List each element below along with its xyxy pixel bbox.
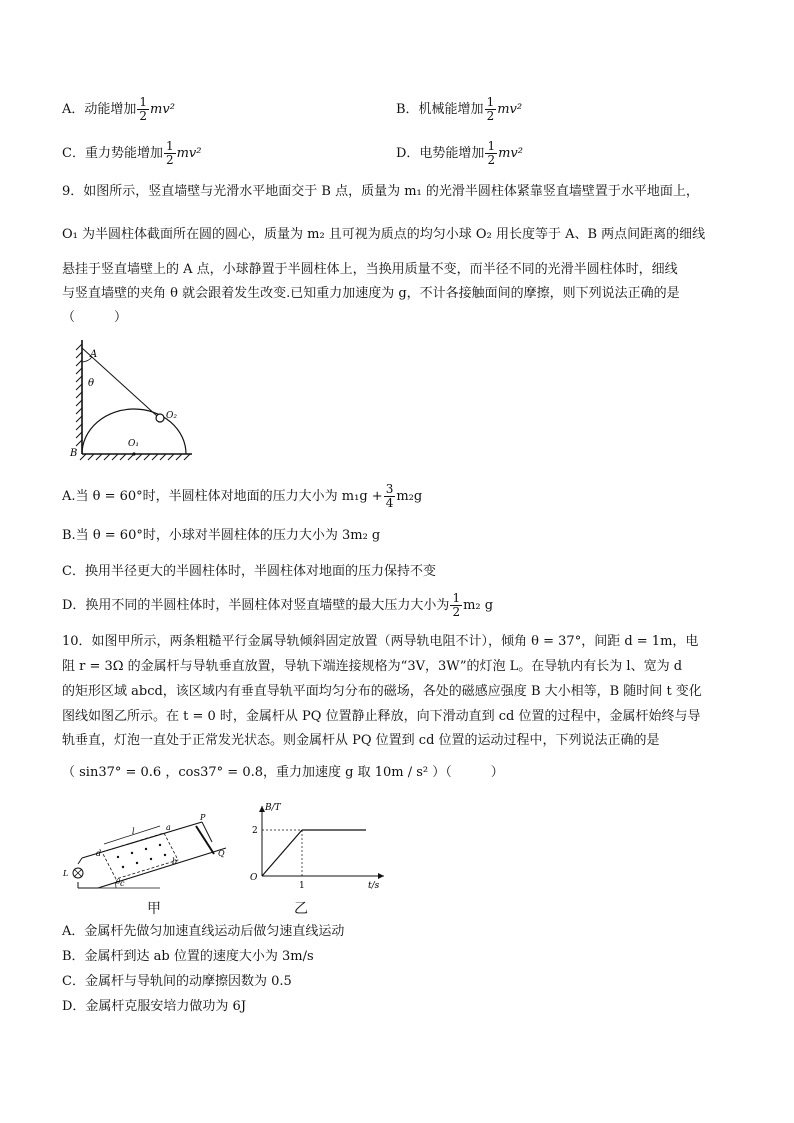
fraction: $\frac{1}{2}$: [452, 591, 461, 619]
label-o1: O₁: [128, 439, 139, 449]
label-q: Q: [218, 849, 225, 858]
label-a: a: [166, 823, 171, 832]
q9-option-c: C．换用半径更大的半圆柱体时，半圆柱体对地面的压力保持不变: [62, 564, 436, 579]
x-tick-label: 1: [299, 881, 305, 891]
label-p: P: [200, 813, 206, 822]
fraction: $\frac{3}{4}$: [385, 482, 394, 510]
caption-yi: 乙: [294, 901, 308, 917]
label-d: d: [96, 849, 102, 858]
fraction: $\frac{1}{2}$: [487, 139, 496, 167]
q10-option-c: C．金属杆与导轨间的动摩擦因数为 0.5: [62, 974, 292, 989]
label-theta: θ: [88, 378, 95, 389]
label-c: c: [120, 879, 125, 888]
q10-stem-line3: 的矩形区域 abcd，该区域内有垂直导轨平面均匀分布的磁场，各处的磁感应强度 B 大小相等，B 随时间 t 变化: [62, 684, 702, 699]
label-theta: θ: [116, 878, 121, 886]
fraction: $\frac{1}{2}$: [486, 95, 495, 123]
q9-stem-line3: 悬挂于竖直墙壁上的 A 点，小球静置于半圆柱体上，当换用质量不变，而半径不同的光滑半圆柱体时，细线: [62, 262, 678, 277]
y-axis-label: B/T: [265, 803, 281, 813]
x-axis-label: t/s: [368, 881, 380, 891]
q9-stem-line1: 9．如图所示，竖直墙壁与光滑水平地面交于 B 点，质量为 m₁ 的光滑半圆柱体紧靠竖直墙壁置于水平地面上，: [62, 184, 699, 199]
q10-figure-jia: [60, 812, 236, 894]
q8-option-b: B．机械能增加 $\frac{1}{2}$ mv²: [396, 95, 523, 123]
origin-label: O: [250, 873, 258, 883]
q8-option-a: A．动能增加 $\frac{1}{2}$ mv²: [62, 95, 175, 123]
q10-option-d: D．金属杆克服安培力做功为 6J: [62, 999, 247, 1014]
q9-stem-line4: 与竖直墙壁的夹角 θ 就会跟着发生改变.已知重力加速度为 g，不计各接触面间的摩擦，则下列说法正确的是: [62, 286, 680, 301]
fraction: $\frac{1}{2}$: [165, 139, 174, 167]
label-b: b: [172, 857, 178, 866]
y-tick-label: 2: [252, 826, 258, 836]
label-l: l: [132, 827, 135, 836]
q9-option-b: B.当 θ = 60°时，小球对半圆柱体的压力大小为 3m₂ g: [62, 528, 381, 543]
q10-stem-line5: 轨垂直，灯泡一直处于正常发光状态。则金属杆从 PQ 位置到 cd 位置的运动过程中，下列说法正确的是: [62, 733, 660, 748]
fraction: $\frac{1}{2}$: [139, 95, 148, 123]
label-lamp: L: [63, 869, 69, 878]
q10-stem-line2: 阻 r = 3Ω 的金属杆与导轨垂直放置，导轨下端连接规格为“3V，3W”的灯泡 L。在导轨内有长为 l、宽为 d: [62, 659, 683, 674]
q10-option-a: A．金属杆先做匀加速直线运动后做匀速直线运动: [62, 924, 345, 939]
q10-stem-line6: （ sin37° = 0.6 ，cos37° = 0.8，重力加速度 g 取 10m / s² ）（ ）: [62, 765, 504, 780]
q10-figure-yi-chart: [240, 800, 390, 892]
q9-answer-blank: （ ）: [62, 310, 128, 325]
q8-option-c: C．重力势能增加 $\frac{1}{2}$ mv²: [62, 139, 202, 167]
label-b: B: [70, 448, 78, 459]
caption-jia: 甲: [147, 901, 161, 917]
q8-option-d: D．电势能增加 $\frac{1}{2}$ mv²: [396, 139, 523, 167]
q10-option-b: B．金属杆到达 ab 位置的速度大小为 3m/s: [62, 949, 314, 964]
q9-option-d: D．换用不同的半圆柱体时，半圆柱体对竖直墙壁的最大压力大小为 $\frac{1}{2}$ m₂ g: [62, 591, 494, 619]
q10-stem-line4: 图线如图乙所示。在 t = 0 时，金属杆从 PQ 位置静止释放，向下滑动直到 cd 位置的过程中，金属杆始终与导: [62, 709, 701, 724]
q9-stem-line2: O₁ 为半圆柱体截面所在圆的圆心，质量为 m₂ 且可视为质点的均匀小球 O₂ 用长度等于 A、B 两点间距离的细线: [62, 227, 706, 242]
ball-o2: [156, 414, 164, 422]
q9-figure: [68, 336, 198, 464]
q10-stem-line1: 10．如图甲所示，两条粗糙平行金属导轨倾斜固定放置（两导轨电阻不计），倾角 θ = 37°，间距 d = 1m，电: [62, 634, 699, 649]
x-axis-arrow: [378, 873, 384, 879]
label-o2: O₂: [166, 411, 177, 421]
q9-option-a: A.当 θ = 60°时，半圆柱体对地面的压力大小为 m₁g + $\frac{3}{4}$ m₂g: [62, 482, 423, 510]
series-segment: [262, 830, 302, 876]
label-a: A: [90, 349, 98, 360]
